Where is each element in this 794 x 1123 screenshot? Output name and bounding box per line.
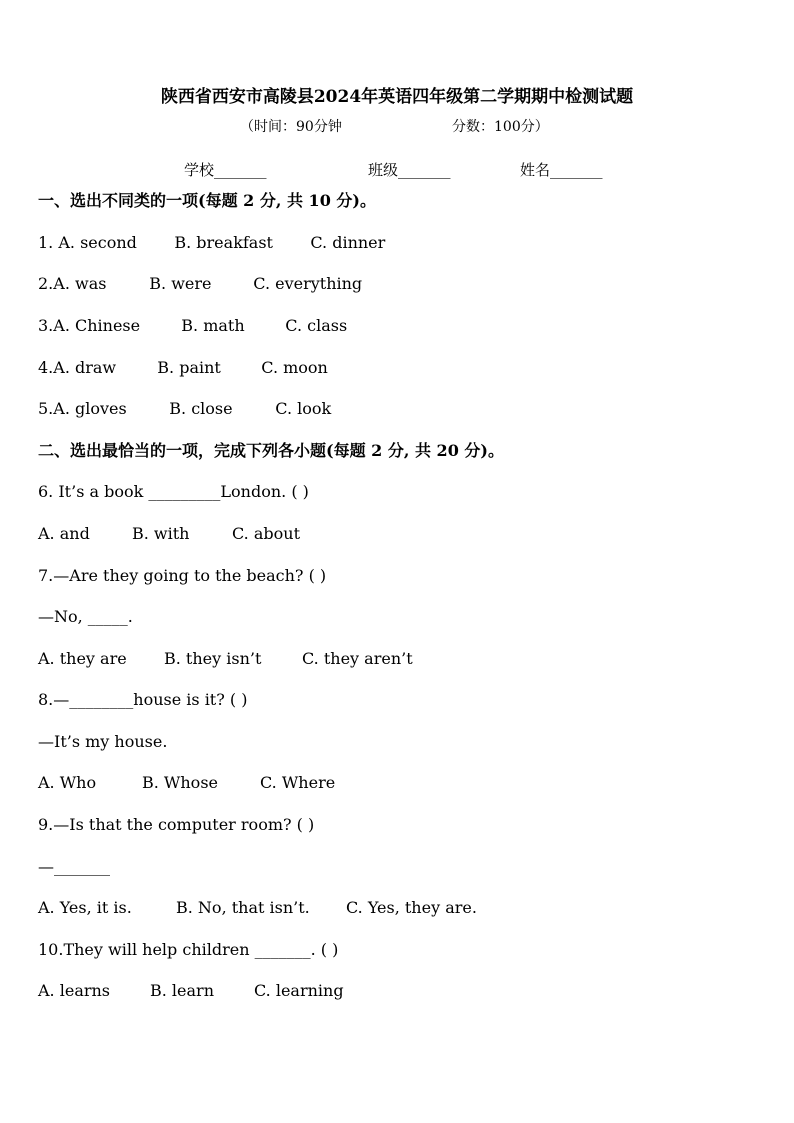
option-b: B. learn [150, 981, 215, 1000]
option-a: A. they are [38, 649, 127, 668]
name-field: 姓名_______ [520, 161, 603, 179]
question-number: 4. [38, 358, 54, 377]
class-field: 班级_______ [368, 161, 451, 179]
option-a: A. Yes, it is. [38, 898, 132, 917]
option-b: B. paint [157, 358, 221, 377]
question-7-options [38, 648, 413, 670]
question-6-stem: 6. It’s a book _________London. ( ) [38, 482, 309, 501]
option-c: C. learning [254, 981, 344, 1000]
option-c: C. they aren’t [302, 649, 413, 668]
option-c: C. everything [253, 274, 363, 293]
section-2-heading: 二、选出最恰当的一项，完成下列各小题(每题 2 分, 共 20 分)。 [38, 441, 504, 460]
option-b: B. math [181, 316, 245, 335]
option-a: A. gloves [53, 399, 127, 418]
question-2 [38, 273, 362, 295]
question-3 [38, 315, 347, 337]
section-1-heading: 一、选出不同类的一项(每题 2 分, 共 10 分)。 [38, 191, 376, 210]
question-number: 1. [38, 233, 59, 252]
question-1 [38, 232, 385, 254]
question-number: 5. [38, 399, 54, 418]
exam-time: （时间：90分钟 [240, 119, 342, 135]
option-c: C. moon [261, 358, 328, 377]
option-c: C. Where [260, 773, 336, 792]
option-a: A. and [38, 524, 90, 543]
question-9-reply: —_______ [38, 857, 110, 876]
question-7-stem: 7.—Are they going to the beach? ( ) [38, 566, 327, 585]
question-10-options [38, 980, 344, 1002]
question-number: 3. [38, 316, 54, 335]
option-b: B. they isn’t [164, 649, 262, 668]
option-c: C. about [232, 524, 300, 543]
option-b: B. No, that isn’t. [176, 898, 310, 917]
option-b: B. were [149, 274, 212, 293]
question-8-reply: —It’s my house. [38, 732, 168, 751]
question-9-stem: 9.—Is that the computer room? ( ) [38, 815, 315, 834]
question-9-options [38, 897, 477, 919]
option-b: B. close [169, 399, 233, 418]
page-title: 陕西省西安市高陵县2024年英语四年级第二学期期中检测试题 [160, 87, 634, 107]
option-b: B. Whose [142, 773, 218, 792]
option-a: A. draw [53, 358, 117, 377]
option-a: A. Who [38, 773, 97, 792]
school-field: 学校_______ [184, 161, 267, 179]
option-c: C. dinner [310, 233, 386, 252]
question-5 [38, 398, 331, 420]
option-a: A. second [58, 233, 137, 252]
question-6-options [38, 523, 300, 545]
question-8-stem: 8.—________house is it? ( ) [38, 690, 248, 709]
option-c: C. class [285, 316, 348, 335]
option-b: B. with [132, 524, 190, 543]
option-c: C. look [275, 399, 332, 418]
exam-score: 分数：100分） [452, 119, 549, 135]
question-number: 2. [38, 274, 54, 293]
option-a: A. learns [38, 981, 111, 1000]
option-a: A. Chinese [53, 316, 141, 335]
question-10-stem: 10.They will help children _______. ( ) [38, 940, 339, 959]
option-b: B. breakfast [174, 233, 273, 252]
option-c: C. Yes, they are. [346, 898, 477, 917]
option-a: A. was [53, 274, 107, 293]
question-7-reply: —No, _____. [38, 607, 133, 626]
question-4 [38, 357, 328, 379]
question-8-options [38, 772, 335, 794]
